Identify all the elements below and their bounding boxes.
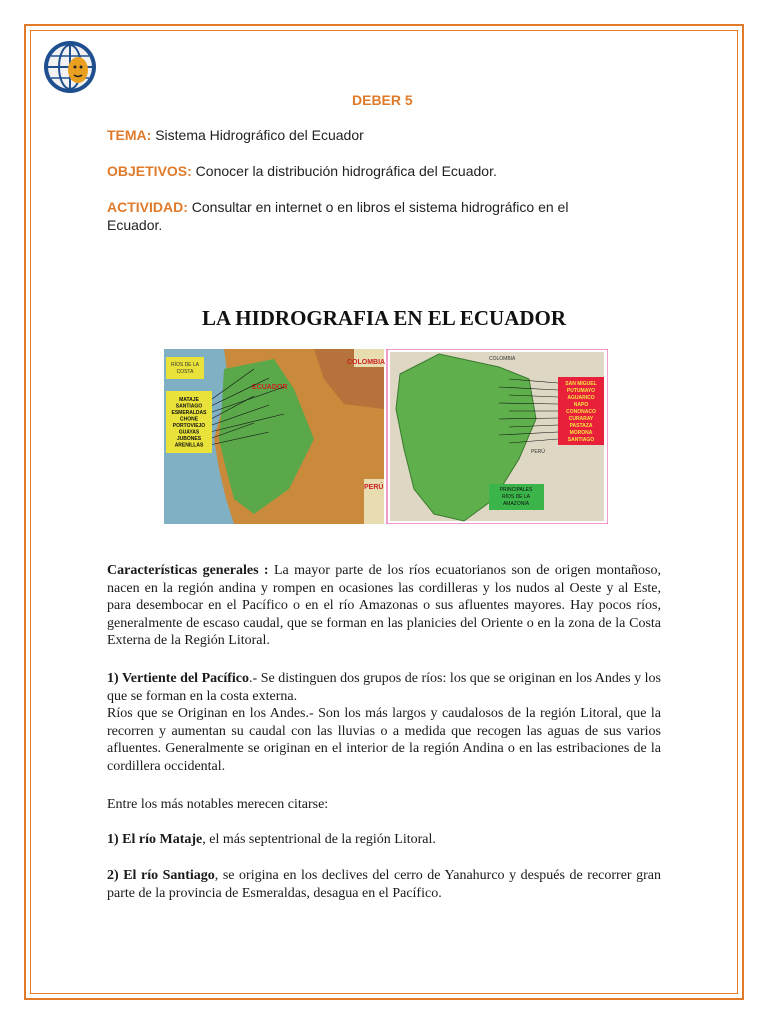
vertiente-text-a: .- Se distinguen dos grupos de ríos: los que se originan en los Andes y los que se forman en la costa externa. — [107, 671, 661, 704]
actividad-row — [107, 198, 612, 234]
map-river-label: NAPO — [573, 402, 589, 408]
hydrography-maps-image — [164, 349, 608, 524]
amazon-river-list — [565, 381, 596, 443]
map-river-label: MATAJE — [179, 397, 199, 403]
santiago-text: , se origina en los declives del cerro de Yanahurco y después de recorrer gran parte de la provincia de Esmeraldas, desagua en el Pacífico. — [107, 868, 661, 901]
coast-box-line-1: RÍOS DE LA — [170, 362, 200, 368]
amazon-box-line-1: PRINCIPALES — [499, 487, 533, 493]
map-peru-label: PERÚ — [364, 484, 384, 491]
paragraph-mataje — [107, 831, 661, 849]
tema-label: TEMA: — [107, 127, 152, 143]
right-map-colombia-label: COLOMBIA — [489, 356, 516, 362]
map-river-label: CHONE — [179, 416, 199, 423]
santiago-label: 2) El río Santiago — [107, 868, 215, 883]
map-river-label: ARENILLAS — [174, 442, 204, 449]
objetivos-label: OBJETIVOS: — [107, 163, 192, 179]
objetivos-text: Conocer la distribución hidrográfica del Ecuador. — [191, 163, 497, 179]
map-river-label: JUBONES — [176, 436, 202, 442]
map-river-label: MORONA — [569, 430, 593, 436]
actividad-text: Consultar en internet o en libros el sistema hidrográfico en el Ecuador. — [107, 199, 569, 233]
tema-row — [107, 126, 627, 144]
amazon-box-line-2: RÍOS DE LA — [501, 494, 531, 500]
mataje-text: , el más septentrional de la región Litoral. — [202, 832, 436, 847]
paragraph-caracteristicas — [107, 562, 661, 650]
heading-deber: DEBER 5 — [352, 92, 413, 108]
map-river-label: PASTAZA — [569, 423, 593, 429]
vertiente-label: 1) Vertiente del Pacífico — [107, 671, 250, 686]
paragraph-notables: Entre los más notables merecen citarse: — [107, 797, 329, 812]
caracteristicas-text: La mayor parte de los ríos ecuatorianos son de origen montañoso, nacen en la región andina y rompen en ocasiones las cordilleras y los nudos al Oeste y al Este, para desembocar en el Pacífico o en el río Amazonas o sus afluentes mayores. Hay pocos ríos, generalmente de escaso caudal, que se forman en las planicies del Oriente o en la zona de la Costa Externa de la Región Litoral. — [107, 563, 661, 649]
map-colombia-label: COLOMBIA — [347, 359, 386, 366]
map-river-label: CONONACO — [566, 409, 596, 415]
map-river-label: SANTIAGO — [567, 437, 595, 443]
actividad-label: ACTIVIDAD: — [107, 199, 188, 215]
coast-box-line-2: COSTA — [176, 369, 194, 375]
page-title: LA HIDROGRAFIA EN EL ECUADOR — [201, 306, 567, 330]
mataje-label: 1) El río Mataje — [107, 832, 203, 847]
map-river-label: SANTIAGO — [175, 403, 203, 410]
map-river-label: AGUARICO — [567, 395, 595, 401]
objetivos-row — [107, 162, 627, 180]
vertiente-text-b: Ríos que se Originan en los Andes.- Son los más largos y caudalosos de la región Litoral, que la recorren y aumentan su caudal con las lluvias o a medida que recogen las aguas de sus varios afluentes. Generalmente se originan en el interior de la región Andina o en las estribaciones de la cordillera occidental. — [107, 706, 661, 774]
paragraph-vertiente-pacifico — [107, 670, 661, 776]
map-river-label: GUAYAS — [178, 429, 200, 436]
amazon-rivers-map — [387, 349, 608, 524]
map-river-label: PORTOVIEJO — [172, 423, 206, 429]
right-map-peru-label: PERÚ — [531, 449, 545, 455]
map-river-label: SAN MIGUEL — [565, 381, 597, 387]
caracteristicas-label: Características generales : — [107, 563, 269, 578]
map-river-label: PUTUMAYO — [566, 388, 596, 394]
globe-logo-icon — [42, 40, 98, 94]
map-ecuador-label: ECUADOR — [252, 384, 288, 391]
amazon-box-line-3: AMAZONÍA — [502, 501, 530, 507]
coast-rivers-map — [164, 349, 385, 524]
map-river-label: ESMERALDAS — [171, 410, 207, 416]
tema-text: Sistema Hidrográfico del Ecuador — [151, 127, 364, 143]
map-river-label: CURARAY — [568, 416, 594, 422]
paragraph-santiago — [107, 867, 661, 902]
